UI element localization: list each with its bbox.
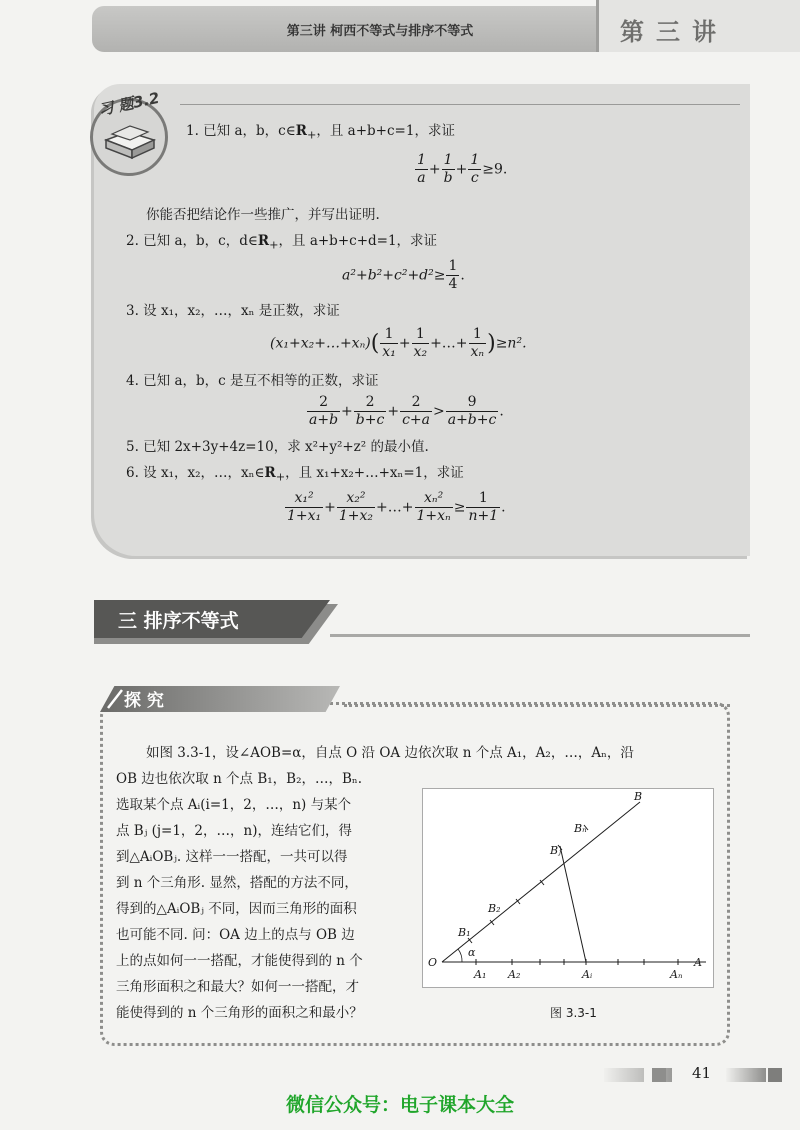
- frac-den: 4: [448, 276, 458, 292]
- frac-num: 1: [448, 258, 458, 274]
- explore-text-8: 也可能不同. 问：OA 边上的点与 OB 边: [116, 927, 355, 943]
- frac-num: 2: [307, 394, 340, 412]
- segment-bj-ai: [560, 846, 586, 962]
- frac-den: n+1: [468, 508, 499, 524]
- q2-cond: ，且 a+b+c+d=1，求证: [278, 233, 438, 249]
- exercise-6-equation: $\frac{\text{x₁²}}{\text{1+x₁}}$ + $\frac{\text{x₂²}}{\text{1+x₂}}$ +…+ $\frac{\text{xₙ²}}{\text{1+xₙ}}$ ≥ $\frac{1}{n+1}$ .: [287, 490, 506, 524]
- explore-text-7: 得到的△AᵢOBⱼ 不同，因而三角形的面积: [116, 901, 357, 917]
- exercise-5: 5. 已知 2x+3y+4z=10，求 x²+y²+z² 的最小值.: [126, 439, 429, 455]
- frac-num: 2: [400, 394, 432, 412]
- label-o: O: [428, 956, 438, 969]
- frac-den: c+a: [402, 412, 430, 428]
- frac-den: 1+x₂: [338, 508, 374, 524]
- frac-den: b: [443, 170, 453, 186]
- footer-decor-gap: [644, 1068, 652, 1082]
- label-bn: Bₙ: [574, 822, 587, 835]
- frac-num: 9: [446, 394, 499, 412]
- frac-num: 1: [470, 152, 480, 168]
- explore-text-11: 能使得到的 n 个三角形的面积之和最小？: [116, 1005, 363, 1021]
- frac-num: 1: [417, 152, 426, 168]
- page-number: 41: [692, 1064, 712, 1082]
- label-b1: B₁: [458, 926, 471, 939]
- frac-num: 1: [466, 490, 500, 508]
- label-a: A: [694, 956, 702, 969]
- explore-text-9: 上的点如何一一搭配，才能使得到的 n 个: [116, 953, 363, 969]
- q6-set-sub: +: [275, 470, 286, 484]
- eq-relation: ≥: [453, 499, 466, 516]
- explore-text-5: 到△AᵢOBⱼ. 这样一一搭配，一共可以得: [116, 849, 348, 865]
- exercise-1-followup: 你能否把结论作一些推广，并写出证明.: [146, 207, 380, 223]
- lecture-label: 第三讲: [620, 17, 728, 46]
- explore-text-3: 选取某个点 Aᵢ(i=1，2，…，n) 与某个: [116, 797, 352, 813]
- explore-text-6: 到 n 个三角形. 显然，搭配的方法不同，: [116, 875, 358, 891]
- angle-arc: [458, 949, 462, 962]
- frac-num: 1: [442, 152, 455, 170]
- label-a2: A₂: [508, 968, 521, 981]
- explore-dotted-rule: [344, 704, 730, 707]
- ob-ticks: [468, 825, 588, 943]
- exercise-6: [126, 462, 464, 489]
- frac-num: xₙ²: [415, 490, 453, 508]
- footer-decor-block-right: [768, 1068, 782, 1082]
- frac-den: a: [417, 170, 426, 186]
- frac-num: x₂²: [337, 490, 375, 508]
- eq-tail: ≥n².: [495, 335, 527, 352]
- label-ai: Aᵢ: [582, 968, 593, 981]
- exercise-4: 4. 已知 a，b，c 是互不相等的正数，求证: [126, 373, 379, 389]
- label-an: Aₙ: [670, 968, 683, 981]
- eq-dots: +…+: [430, 335, 468, 352]
- frac-num: 1: [380, 326, 398, 344]
- frac-num: x₁²: [285, 490, 323, 508]
- q1-set: R: [295, 123, 307, 139]
- frac-den: a+b: [309, 412, 339, 428]
- section-underline: [330, 634, 750, 637]
- frac-den: xₙ: [470, 344, 485, 360]
- q6-text: 6. 设 x₁，x₂，…，xₙ∈: [126, 465, 265, 481]
- label-b2: B₂: [488, 902, 501, 915]
- frac-den: x₂: [413, 344, 428, 360]
- footer-decor-bar-right: [726, 1068, 766, 1082]
- label-a1: A₁: [474, 968, 487, 981]
- exercise-3-equation: (x₁+x₂+…+xₙ)( $\frac{1}{\text{x₁}}$ + $\frac{1}{\text{x₂}}$ +…+ $\frac{1}{\text{xₙ}}$ )≥n².: [270, 326, 527, 360]
- label-bj: Bⱼ: [550, 844, 561, 857]
- explore-text-10: 三角形面积之和最大？如何一一搭配，才: [116, 979, 359, 995]
- exercise-3: 3. 设 x₁，x₂，…，xₙ 是正数，求证: [126, 303, 340, 319]
- exercise-rule: [180, 104, 740, 105]
- paren-close: ): [487, 331, 496, 356]
- q1-cond: ，且 a+b+c=1，求证: [316, 123, 455, 139]
- q6-set: R: [264, 465, 276, 481]
- eq-tail: .: [501, 499, 506, 516]
- running-title: 第三讲 柯西不等式与排序不等式: [286, 24, 474, 39]
- eq-left: (x₁+x₂+…+xₙ): [270, 335, 371, 352]
- label-alpha: α: [468, 946, 476, 959]
- frac-num: 1: [412, 326, 430, 344]
- eq-dots: +…+: [376, 499, 414, 516]
- frac-num: 1: [469, 326, 487, 344]
- eq-tail: .: [460, 267, 465, 284]
- book-icon: [100, 110, 160, 170]
- frac-den: b+c: [355, 412, 385, 428]
- exercise-2: [126, 230, 437, 257]
- eq-tail: ≥9.: [482, 161, 508, 178]
- eq-relation: >: [432, 403, 445, 420]
- explore-text-2: OB 边也依次取 n 个点 B₁，B₂，…，Bₙ.: [116, 771, 363, 787]
- explore-text-4: 点 Bⱼ (j=1，2，…，n)，连结它们，得: [116, 823, 352, 839]
- figure-caption: 图 3.3-1: [550, 1006, 597, 1020]
- q2-text: 2. 已知 a，b，c，d∈: [126, 233, 258, 249]
- q1-text: 1. 已知 a，b，c∈: [186, 123, 296, 139]
- explore-title: 探 究: [124, 691, 164, 711]
- eq-left: a²+b²+c²+d²≥: [342, 267, 446, 284]
- label-b: B: [634, 790, 643, 803]
- section-title: 三 排序不等式: [118, 610, 239, 632]
- frac-den: c: [470, 170, 479, 186]
- watermark-text: 微信公众号：电子课本大全: [285, 1094, 514, 1116]
- q2-set: R: [257, 233, 270, 249]
- exercise-4-equation: $\frac{2}{a+b}$ + $\frac{2}{b+c}$ + $\frac{2}{c+a}$ > $\frac{9}{a+b+c}$ .: [309, 394, 504, 428]
- exercise-1-equation: $\frac{1}{a}$ + $\frac{1}{b}$ + $\frac{1}{c}$ ≥9.: [417, 152, 508, 186]
- exercise-1: [186, 120, 455, 147]
- q1-set-sub: +: [306, 128, 317, 142]
- q6-cond: ，且 x₁+x₂+…+xₙ=1，求证: [285, 465, 464, 481]
- paren-open: (: [370, 331, 380, 356]
- pen-icon: [104, 688, 126, 710]
- exercise-2-equation: [342, 258, 465, 293]
- eq-tail: .: [499, 403, 504, 420]
- exercise-badge-label: 习 题3.2: [96, 88, 162, 120]
- frac-num: 2: [354, 394, 387, 412]
- frac-den: 1+x₁: [287, 508, 322, 524]
- frac-den: 1+xₙ: [416, 508, 451, 524]
- frac-den: x₁: [382, 344, 396, 360]
- figure-3-3-1: [422, 788, 712, 986]
- q2-set-sub: +: [269, 238, 279, 252]
- explore-text-1: 如图 3.3-1，设∠AOB=α，自点 O 沿 OA 边依次取 n 个点 A₁，A₂，…，Aₙ，沿: [146, 745, 634, 761]
- footer-decor-block: [652, 1068, 666, 1082]
- frac-den: a+b+c: [447, 412, 497, 428]
